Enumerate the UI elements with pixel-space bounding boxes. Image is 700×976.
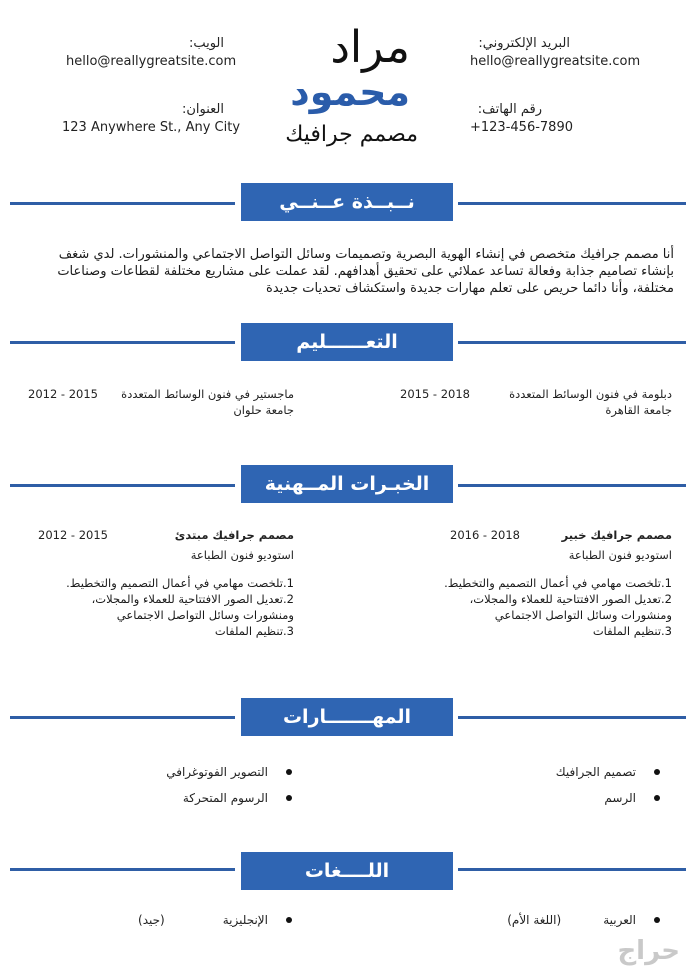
- job-title: مصمم جرافيك: [285, 122, 418, 147]
- experience-role: مصمم جرافيك مبتدئ: [174, 528, 294, 542]
- experience-heading: الخبـرات المــهنية: [241, 465, 453, 503]
- bullet-icon: [286, 769, 292, 775]
- about-text: أنا مصمم جرافيك متخصص في إنشاء الهوية البصرية وتصميمات وسائل التواصل الاجتماعي والمنشورات. لدي شغف بإنشاء تصاميم جذابة وفعالة تساعد عملائي على تحقيق أهدافهم. لقد عملت على مشاريع مختلفة لقطاعات وصناعات مختلفة، وأنا دائما حريص على تعلم مهارات جديدة واستكشاف تحديات جديدة: [57, 247, 674, 296]
- section-divider: [10, 868, 235, 871]
- experience-tasks: [400, 575, 672, 639]
- task-item: 2.تعديل الصور الافتتاحية للعملاء والمجلات،: [469, 592, 672, 606]
- section-divider: [458, 716, 686, 719]
- skill-item: التصوير الفوتوغرافي: [40, 762, 292, 782]
- skills-heading: المهـــــــارات: [241, 698, 453, 736]
- watermark: حراج: [617, 936, 680, 966]
- task-item: 3.تنظيم الملفات: [592, 624, 672, 638]
- task-item: 1.تلخصت مهامي في أعمال التصميم والتخطيط.: [66, 576, 294, 590]
- experience-years: 2016 - 2018: [450, 528, 520, 542]
- section-divider: [458, 202, 686, 205]
- bullet-icon: [654, 769, 660, 775]
- language-name: العربية: [603, 913, 636, 927]
- education-degree: ماجستير في فنون الوسائط المتعددة: [121, 387, 294, 401]
- experience-item: [38, 527, 294, 639]
- skill-item: الرسم: [400, 788, 660, 808]
- task-item: ومنشورات وسائل التواصل الاجتماعي: [494, 608, 672, 622]
- education-item: [20, 386, 294, 418]
- language-name: الإنجليزية: [222, 913, 268, 927]
- language-level: (جيد): [138, 913, 165, 927]
- experience-company: استوديو فنون الطباعة: [568, 548, 672, 562]
- task-item: 1.تلخصت مهامي في أعمال التصميم والتخطيط.: [444, 576, 672, 590]
- bullet-icon: [286, 917, 292, 923]
- skill-item: تصميم الجرافيك: [400, 762, 660, 782]
- about-heading: نــبــذة عــنــي: [241, 183, 453, 221]
- languages-heading: اللــــغات: [241, 852, 453, 890]
- section-divider: [10, 716, 235, 719]
- email-value: hello@reallygreatsite.com: [470, 54, 641, 69]
- phone-value: +123-456-7890: [470, 120, 573, 135]
- education-years: 2012 - 2015: [28, 387, 98, 401]
- section-divider: [10, 484, 235, 487]
- bullet-icon: [654, 795, 660, 801]
- last-name: محمود: [290, 70, 410, 114]
- education-years: 2015 - 2018: [400, 387, 470, 401]
- web-label: الويب:: [188, 36, 224, 51]
- bullet-icon: [654, 917, 660, 923]
- web-value: hello@reallygreatsite.com: [66, 54, 237, 69]
- education-degree: دبلومة في فنون الوسائط المتعددة: [509, 387, 672, 401]
- experience-company: استوديو فنون الطباعة: [190, 548, 294, 562]
- experience-item: [400, 527, 672, 639]
- section-divider: [458, 341, 686, 344]
- education-school: جامعة القاهرة: [605, 403, 672, 417]
- phone-label: رقم الهاتف:: [477, 102, 542, 117]
- language-item: [40, 910, 292, 930]
- section-divider: [10, 341, 235, 344]
- experience-role: مصمم جرافيك خبير: [561, 528, 672, 542]
- first-name: مراد: [330, 22, 410, 73]
- experience-years: 2012 - 2015: [38, 528, 108, 542]
- education-item: [370, 386, 672, 418]
- language-item: [400, 910, 660, 930]
- skills-column: [400, 762, 660, 808]
- bullet-icon: [286, 795, 292, 801]
- language-level: (اللغة الأم): [507, 913, 562, 927]
- education-school: جامعة حلوان: [233, 403, 294, 417]
- task-item: 3.تنظيم الملفات: [214, 624, 294, 638]
- address-label: العنوان:: [181, 102, 224, 117]
- address-value: 123 Anywhere St., Any City: [62, 120, 241, 135]
- task-item: ومنشورات وسائل التواصل الاجتماعي: [116, 608, 294, 622]
- section-divider: [10, 202, 235, 205]
- experience-tasks: [38, 575, 294, 639]
- skill-item: الرسوم المتحركة: [40, 788, 292, 808]
- skills-column: [40, 762, 292, 808]
- section-divider: [458, 484, 686, 487]
- email-label: البريد الإلكتروني:: [478, 36, 570, 51]
- task-item: 2.تعديل الصور الافتتاحية للعملاء والمجلات،: [91, 592, 294, 606]
- section-divider: [458, 868, 686, 871]
- education-heading: التعــــــليم: [241, 323, 453, 361]
